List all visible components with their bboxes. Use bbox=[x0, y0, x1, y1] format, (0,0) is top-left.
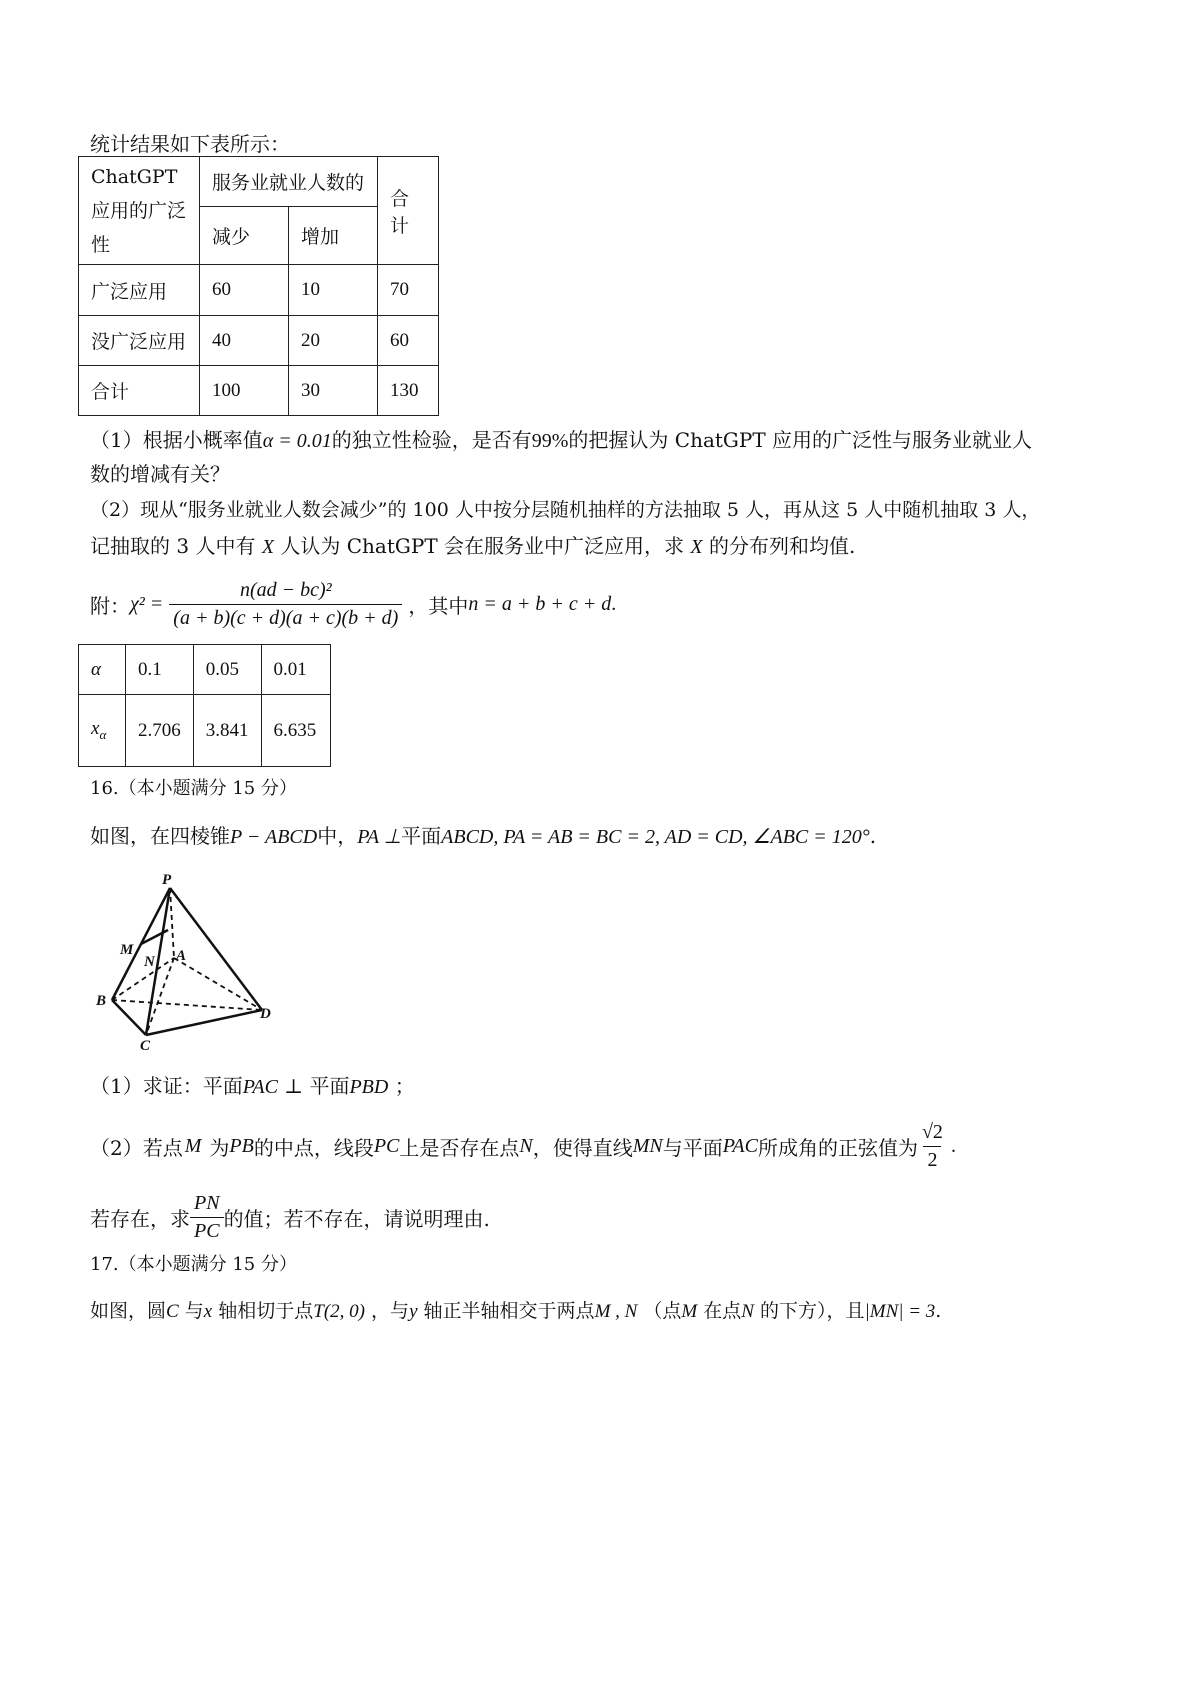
label-C: C bbox=[140, 1038, 151, 1050]
label-A: A bbox=[176, 948, 187, 964]
text: 轴正半轴相交于两点 bbox=[423, 1300, 595, 1322]
table-header-row-label: ChatGPT 应用的广泛性 bbox=[79, 157, 200, 265]
alpha-cell: 0.01 bbox=[261, 645, 330, 695]
label-D: D bbox=[260, 1006, 271, 1022]
math: C bbox=[166, 1301, 179, 1322]
math: y bbox=[409, 1301, 418, 1322]
row-label: 没广泛应用 bbox=[79, 316, 200, 366]
x-cell: 6.635 bbox=[261, 695, 330, 767]
q16-part2 bbox=[90, 1114, 956, 1178]
text: . bbox=[611, 592, 617, 615]
x-subscript: α bbox=[99, 726, 107, 742]
alpha-cell: 0.1 bbox=[126, 645, 194, 695]
critical-value-table bbox=[78, 644, 331, 767]
var-x: X bbox=[261, 536, 275, 558]
q16-title: 16.（本小题满分 15 分） bbox=[90, 778, 297, 799]
pyramid-figure bbox=[88, 870, 288, 1050]
label-B: B bbox=[96, 993, 107, 1009]
label-M: M bbox=[120, 942, 134, 958]
text: 如图，圆 bbox=[90, 1300, 167, 1322]
table-row bbox=[79, 366, 439, 416]
text: 记抽取的 3 人中有 bbox=[90, 534, 256, 558]
table-header-decrease: 减少 bbox=[200, 207, 289, 265]
text: 轴相切于点 bbox=[218, 1300, 314, 1322]
math: N bbox=[741, 1301, 754, 1322]
text: . bbox=[935, 1300, 942, 1322]
math: MN bbox=[632, 1134, 663, 1157]
text: 上是否存在点 bbox=[399, 1135, 520, 1160]
row-label: 合计 bbox=[79, 366, 200, 416]
text: 平面 bbox=[401, 824, 442, 848]
table-header-group: 服务业就业人数的 bbox=[200, 157, 378, 207]
text: 为 bbox=[209, 1135, 230, 1160]
math: |MN| = 3 bbox=[864, 1301, 936, 1322]
formula-fraction bbox=[169, 579, 402, 630]
row-label: 广泛应用 bbox=[79, 265, 200, 316]
text: （2）若点 bbox=[90, 1135, 183, 1160]
text: 的独立性检验，是否有 bbox=[331, 428, 532, 452]
math: N bbox=[519, 1134, 533, 1157]
text: 附： bbox=[90, 593, 130, 618]
cell-total: 130 bbox=[378, 366, 439, 416]
math: PB bbox=[229, 1134, 254, 1157]
math: PBD bbox=[349, 1076, 389, 1098]
var-x: X bbox=[690, 536, 703, 558]
math: M bbox=[184, 1134, 202, 1157]
n-definition: n = a + b + c + d bbox=[468, 592, 612, 615]
text: 如图，在四棱锥 bbox=[90, 824, 230, 848]
sine-fraction bbox=[918, 1121, 947, 1172]
edge-BC bbox=[112, 1000, 146, 1035]
table-header-increase: 增加 bbox=[289, 207, 378, 265]
text: （点 bbox=[643, 1300, 682, 1322]
alpha-label: α bbox=[79, 645, 126, 695]
q16-statement bbox=[90, 820, 876, 849]
q15-part2-line2 bbox=[90, 530, 855, 559]
text: 人认为 ChatGPT 会在服务业中广泛应用，求 bbox=[280, 534, 685, 558]
cell-total: 70 bbox=[378, 265, 439, 316]
text: 的把握认为 ChatGPT 应用的广泛性与服务业就业人 bbox=[568, 428, 1033, 452]
formula-lhs: χ² = bbox=[130, 592, 164, 615]
text: 中， bbox=[317, 824, 358, 848]
text: （1）根据小概率值 bbox=[90, 428, 263, 452]
text: . bbox=[950, 1134, 956, 1157]
math: PA ⊥ bbox=[357, 826, 402, 848]
statistics-table bbox=[78, 156, 439, 416]
text: ； bbox=[394, 1074, 415, 1098]
denominator: (a + b)(c + d)(a + c)(b + d) bbox=[169, 604, 402, 630]
table-row bbox=[79, 316, 439, 366]
edge-CD bbox=[146, 1010, 262, 1035]
label-N: N bbox=[144, 954, 155, 970]
text: ，使得直线 bbox=[532, 1135, 633, 1160]
q15-part1-line1 bbox=[90, 424, 1032, 453]
text: ，与 bbox=[371, 1300, 410, 1322]
q16-part2-followup bbox=[90, 1186, 490, 1248]
q15-part2-line1: （2）现从“服务业就业人数会减少”的 100 人中按分层随机抽样的方法抽取 5 人，再从这 5 人中随机抽取 3 人， bbox=[90, 499, 1041, 521]
math: M , N bbox=[594, 1301, 638, 1322]
diagonal-BD bbox=[112, 1000, 262, 1010]
math: M bbox=[681, 1301, 698, 1322]
math: ABCD, PA = AB = BC = 2, AD = CD, ∠ABC = 120° bbox=[441, 826, 870, 848]
text: . bbox=[869, 824, 877, 848]
math: x bbox=[203, 1301, 213, 1322]
cell-total: 60 bbox=[378, 316, 439, 366]
text: 与 bbox=[184, 1300, 204, 1322]
math: P − ABCD bbox=[230, 826, 318, 848]
edge-PA bbox=[170, 888, 174, 958]
percent: 99% bbox=[531, 430, 569, 452]
denominator: 2 bbox=[923, 1146, 941, 1172]
text: 所成角的正弦值为 bbox=[757, 1135, 918, 1160]
cell-decrease: 60 bbox=[200, 265, 289, 316]
q15-part1-line2: 数的增减有关？ bbox=[90, 462, 230, 486]
intro-text: 统计结果如下表所示： bbox=[90, 132, 290, 156]
text: ⊥ 平面 bbox=[284, 1074, 350, 1098]
alpha-value: α = 0.01 bbox=[262, 430, 332, 452]
x-cell: 2.706 bbox=[126, 695, 194, 767]
math: PAC bbox=[722, 1134, 758, 1157]
cell-increase: 20 bbox=[289, 316, 378, 366]
edge-BA bbox=[112, 958, 174, 1000]
x-symbol: x bbox=[91, 718, 100, 740]
alpha-cell: 0.05 bbox=[193, 645, 261, 695]
label-P: P bbox=[162, 872, 172, 888]
ratio-fraction bbox=[190, 1192, 224, 1243]
cell-increase: 10 bbox=[289, 265, 378, 316]
text: 若存在，求 bbox=[90, 1206, 190, 1231]
cell-decrease: 100 bbox=[200, 366, 289, 416]
cell-decrease: 40 bbox=[200, 316, 289, 366]
q17-statement bbox=[90, 1296, 941, 1323]
text: 在点 bbox=[703, 1300, 742, 1322]
text: （1）求证：平面 bbox=[90, 1074, 243, 1098]
text: ，其中 bbox=[408, 593, 469, 618]
edge-AD bbox=[174, 958, 262, 1010]
table-row bbox=[79, 265, 439, 316]
text: 的中点，线段 bbox=[253, 1135, 374, 1160]
q17-title: 17.（本小题满分 15 分） bbox=[90, 1254, 297, 1275]
text: 的下方），且 bbox=[760, 1300, 865, 1322]
math: T(2, 0) bbox=[313, 1301, 365, 1322]
math: PAC bbox=[242, 1076, 278, 1098]
numerator: PN bbox=[194, 1191, 220, 1214]
numerator: n(ad − bc)² bbox=[239, 578, 332, 601]
x-cell: 3.841 bbox=[193, 695, 261, 767]
x-alpha-label bbox=[79, 695, 126, 767]
denominator: PC bbox=[190, 1217, 224, 1243]
table-header-total: 合计 bbox=[378, 157, 439, 265]
text: 的值；若不存在，请说明理由. bbox=[223, 1206, 490, 1231]
text: 的分布列和均值. bbox=[708, 534, 856, 558]
numerator: √2 bbox=[921, 1120, 943, 1143]
cell-increase: 30 bbox=[289, 366, 378, 416]
math: PC bbox=[373, 1134, 400, 1157]
q16-part1 bbox=[90, 1070, 415, 1099]
chi-square-formula bbox=[90, 572, 616, 636]
text: 与平面 bbox=[662, 1135, 723, 1160]
